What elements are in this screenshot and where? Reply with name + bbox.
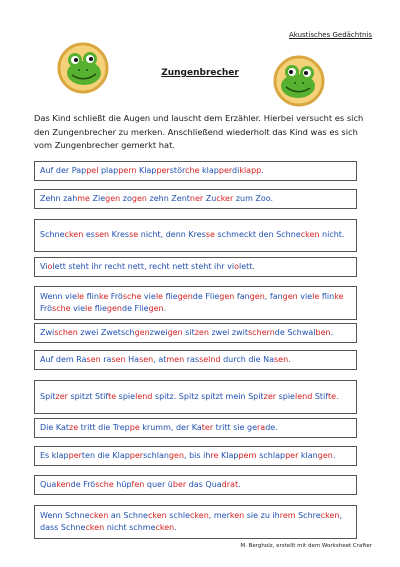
syllable-segment: per — [156, 165, 170, 175]
syllable-segment: pel — [86, 165, 99, 175]
tongue-twister-text — [40, 354, 291, 367]
syllable-segment: cken — [147, 510, 167, 520]
tongue-twister-box — [34, 286, 357, 320]
syllable-segment: gen — [249, 291, 265, 301]
syllable-segment: drat — [221, 479, 239, 489]
syllable-segment: gen — [177, 291, 193, 301]
syllable-segment: ke — [334, 291, 344, 301]
syllable-segment: rem — [279, 510, 296, 520]
syllable-segment: ter — [201, 422, 214, 432]
syllable-segment: fan — [234, 291, 250, 301]
syllable-segment: tritt sie ge — [213, 422, 258, 432]
syllable-segment: ras — [184, 354, 200, 364]
tongue-twister-text — [40, 450, 335, 463]
syllable-segment: me — [77, 193, 90, 203]
syllable-segment: sen — [94, 230, 110, 240]
syllable-segment: Spit — [40, 391, 56, 401]
syllable-segment: per — [129, 450, 144, 460]
syllable-segment: le — [155, 291, 163, 301]
syllable-segment: ten die Klap — [81, 450, 130, 460]
syllable-segment: Wenn vie — [40, 291, 77, 301]
syllable-segment: Zwi — [40, 327, 55, 337]
syllable-segment: Qua — [40, 479, 57, 489]
syllable-segment: Stif — [312, 391, 328, 401]
syllable-segment: klapp — [239, 165, 262, 175]
syllable-segment: , mer — [208, 510, 230, 520]
syllable-segment: le — [312, 291, 320, 301]
syllable-segment: . — [288, 354, 291, 364]
tongue-twister-text — [40, 291, 351, 316]
syllable-segment: fen — [131, 479, 145, 489]
syllable-segment: zer — [55, 391, 68, 401]
syllable-segment: pe — [129, 422, 140, 432]
syllable-segment: an Schne — [108, 510, 148, 520]
syllable-segment: zwei zwit — [208, 327, 248, 337]
syllable-segment: ber — [172, 479, 187, 489]
syllable-segment: , at — [153, 354, 167, 364]
syllable-segment: ra — [257, 422, 266, 432]
syllable-segment: Schre — [295, 510, 321, 520]
syllable-segment: flin — [84, 291, 99, 301]
syllable-segment: schlan — [143, 450, 169, 460]
syllable-segment: Zie — [89, 193, 106, 203]
syllable-segment: cken — [64, 230, 84, 240]
syllable-segment: pern — [118, 165, 137, 175]
syllable-segment: Auf der Pap — [40, 165, 87, 175]
tongue-twister-text — [40, 193, 273, 206]
syllable-segment: . — [174, 523, 177, 532]
syllable-segment: le — [76, 291, 85, 301]
syllable-segment: cken — [190, 510, 209, 520]
syllable-segment: ken — [56, 479, 71, 489]
tongue-twister-box — [34, 380, 357, 414]
syllable-segment: . — [163, 304, 167, 313]
syllable-segment: lett. — [239, 261, 255, 271]
syllable-segment: zer — [263, 391, 277, 401]
syllable-segment: schlap — [256, 450, 286, 460]
intro-text: Das Kind schließt die Augen und lauscht dem Erzähler. Hierbei versucht es sich den Zungenbrecher zu merken. Anschließend wiederholt das Kind was es sich vom Zungenbrecher gemerkt hat. — [34, 113, 364, 150]
syllable-segment: che — [185, 165, 200, 175]
syllable-segment: pern — [238, 450, 257, 460]
syllable-segment: das Qua — [186, 479, 222, 489]
syllable-segment: Ha — [125, 354, 140, 364]
syllable-segment: nicht, denn Kres — [138, 230, 206, 240]
tongue-twister-text — [40, 229, 344, 242]
syllable-segment: Schne — [40, 230, 65, 240]
syllable-segment: ra — [100, 354, 112, 364]
syllable-segment: Klap — [136, 165, 157, 175]
tongue-twister-box — [34, 219, 357, 252]
syllable-segment: zen — [194, 327, 209, 337]
syllable-segment: Klap — [218, 450, 239, 460]
tongue-twister-box — [34, 350, 357, 370]
syllable-segment: ben — [315, 327, 331, 337]
syllable-segment: , fan — [264, 291, 283, 301]
syllable-segment: gen — [168, 450, 185, 460]
syllable-segment: Zu — [203, 193, 217, 203]
syllable-segment: sie zu ih — [244, 510, 280, 520]
syllable-segment: sche — [95, 479, 114, 489]
syllable-segment: cken — [300, 230, 320, 240]
syllable-segment: plap — [98, 165, 119, 175]
tongue-twister-box — [34, 446, 357, 466]
tongue-twister-box — [34, 189, 357, 209]
syllable-segment: zwei Zwetsch — [77, 327, 135, 337]
syllable-segment: vie — [297, 291, 313, 301]
syllable-segment: klan — [298, 450, 318, 460]
syllable-segment: o — [47, 261, 53, 271]
syllable-segment: cken — [89, 510, 109, 520]
syllable-segment: le — [85, 304, 93, 313]
syllable-segment: gen — [167, 327, 183, 337]
syllable-segment: Kres — [109, 230, 130, 240]
syllable-segment: cker — [216, 193, 234, 203]
tongue-twister-text — [40, 391, 339, 404]
page-header-label: Akustisches Gedächtnis — [288, 31, 372, 39]
tongue-twister-box — [34, 323, 357, 343]
syllable-segment: gen — [134, 327, 150, 337]
syllable-segment: Die Kat — [40, 422, 69, 432]
syllable-segment: se — [205, 230, 215, 240]
syllable-segment: o — [234, 261, 239, 271]
syllable-segment: sen — [86, 354, 101, 364]
syllable-segment: flie — [162, 291, 178, 301]
syllable-segment: gen — [148, 304, 164, 313]
syllable-segment: , bis ih — [184, 450, 211, 460]
syllable-segment: es — [83, 230, 95, 240]
syllable-segment: selnd — [199, 354, 221, 364]
syllable-segment: Wenn Schne — [40, 510, 90, 520]
syllable-segment: cken — [85, 523, 105, 532]
syllable-segment: de Flie — [121, 304, 149, 313]
syllable-segment: quer ü — [144, 479, 173, 489]
syllable-segment: zwei — [149, 327, 168, 337]
syllable-segment: , dass Schne — [40, 510, 342, 532]
syllable-segment: krumm, der Ka — [139, 422, 202, 432]
syllable-segment: schen — [54, 327, 78, 337]
tongue-twister-box — [34, 418, 357, 438]
syllable-segment: lend — [135, 391, 153, 401]
syllable-segment: per — [218, 165, 233, 175]
syllable-segment: gen — [282, 291, 298, 301]
syllable-segment: . — [238, 479, 241, 489]
tongue-twister-box — [34, 505, 357, 539]
syllable-segment: zo — [120, 193, 132, 203]
syllable-segment: . — [330, 327, 334, 337]
syllable-segment: spitz. Spitz spitzt mein Spit — [152, 391, 264, 401]
syllable-segment: re — [210, 450, 219, 460]
page-title: Zungenbrecher — [161, 68, 239, 78]
syllable-segment: lend — [294, 391, 313, 401]
syllable-segment: flin — [319, 291, 335, 301]
tongue-twister-text — [40, 422, 278, 435]
syllable-segment: gen — [131, 193, 147, 203]
syllable-segment: te — [327, 391, 336, 401]
syllable-segment: sit — [182, 327, 195, 337]
syllable-segment: cken — [155, 523, 175, 532]
syllable-segment: de Frö — [70, 479, 96, 489]
syllable-segment: . — [336, 391, 339, 401]
tongue-twister-text — [40, 261, 255, 274]
syllable-segment: Vi — [40, 261, 48, 271]
syllable-segment: per — [285, 450, 299, 460]
syllable-segment: vie — [70, 304, 86, 313]
syllable-segment: spitzt Stif — [67, 391, 109, 401]
syllable-segment: ken — [229, 510, 245, 520]
syllable-segment: Frö — [40, 304, 53, 313]
tongue-twister-text — [40, 327, 333, 340]
syllable-segment: gen — [105, 193, 121, 203]
syllable-segment: men — [166, 354, 185, 364]
tongue-twister-box — [34, 475, 357, 495]
syllable-segment: Zehn zah — [40, 193, 78, 203]
syllable-segment: sche — [122, 291, 142, 301]
syllable-segment: gen — [106, 304, 122, 313]
syllable-segment: de. — [265, 422, 278, 432]
syllable-segment: vie — [141, 291, 156, 301]
frog-icon-right — [273, 55, 325, 107]
tongue-twister-box — [34, 257, 357, 277]
syllable-segment: durch die Na — [220, 354, 275, 364]
syllable-segment: sen — [274, 354, 289, 364]
syllable-segment: Es klap — [40, 450, 69, 460]
footer-credit: M. Bergholz, erstellt mit dem Worksheet Crafter — [240, 543, 372, 549]
syllable-segment: spie — [116, 391, 136, 401]
tongue-twister-text — [40, 479, 241, 492]
syllable-segment: stör — [169, 165, 186, 175]
syllable-segment: zehn Zent — [146, 193, 190, 203]
syllable-segment: di — [232, 165, 240, 175]
syllable-segment: schle — [166, 510, 191, 520]
syllable-segment: flie — [92, 304, 107, 313]
syllable-segment: zum Zoo. — [233, 193, 274, 203]
tongue-twister-text — [40, 165, 264, 178]
syllable-segment: cken — [320, 510, 340, 520]
tongue-twister-box — [34, 161, 357, 181]
syllable-segment: ze — [69, 422, 79, 432]
syllable-segment: . — [261, 165, 264, 175]
syllable-segment: ke — [98, 291, 109, 301]
syllable-segment: per — [68, 450, 82, 460]
syllable-segment: nicht schme — [104, 523, 156, 532]
syllable-segment: hüp — [113, 479, 132, 489]
syllable-segment: schern — [248, 327, 275, 337]
syllable-segment: tritt die Trep — [78, 422, 130, 432]
syllable-segment: . — [332, 450, 336, 460]
syllable-segment: sen — [111, 354, 126, 364]
syllable-segment: lett steht ihr recht nett, recht nett steht ihr vi — [52, 261, 235, 271]
syllable-segment: klap — [199, 165, 219, 175]
syllable-segment: de Flie — [192, 291, 220, 301]
syllable-segment: schmeckt den Schne — [214, 230, 301, 240]
syllable-segment: se — [129, 230, 139, 240]
syllable-segment: gen — [219, 291, 235, 301]
syllable-segment: spie — [276, 391, 295, 401]
syllable-segment: ner — [189, 193, 204, 203]
syllable-segment: te — [108, 391, 117, 401]
syllable-segment: sen — [139, 354, 154, 364]
syllable-segment: Frö — [108, 291, 123, 301]
syllable-segment: nicht. — [319, 230, 345, 240]
syllable-segment: Auf dem Ra — [40, 354, 87, 364]
tongue-twister-text — [40, 510, 351, 535]
syllable-segment: sche — [52, 304, 71, 313]
syllable-segment: gen — [317, 450, 333, 460]
syllable-segment: de Schwal — [274, 327, 316, 337]
